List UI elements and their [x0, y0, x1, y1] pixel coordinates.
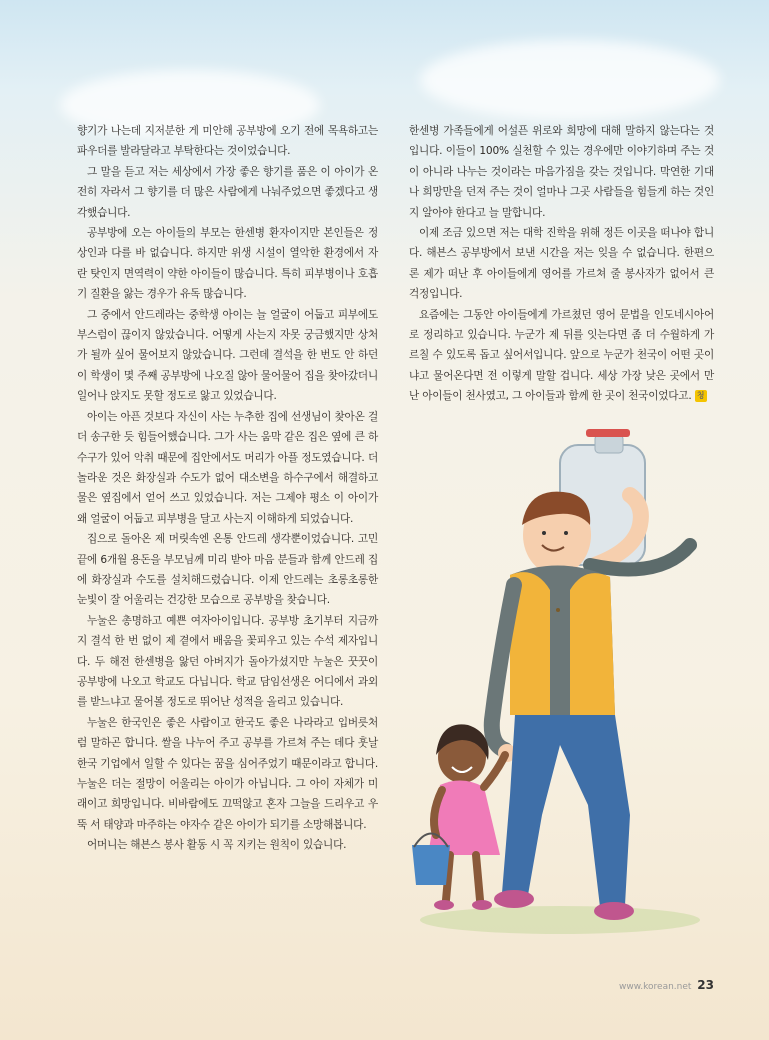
- paragraph: 누눌은 한국인은 좋은 사람이고 한국도 좋은 나라라고 입버릇처럼 말하곤 합니다. 쌀을 나누어 주고 공부를 가르쳐 주는 데다 훗날 한국 기업에서 일할 수 있다는 꿈을 심어주었기 때문이라고 합니다. 누눌은 더는 절망이 어울리는 아이가 아닙니다. 그 아이 자체가 미래이고 희망입니다. 비바람에도 끄떡않고 혼자 그늘을 드리우고 우뚝 서 태양과 마주하는 야자수 같은 아이가 되기를 소망해봅니다.: [77, 716, 378, 831]
- paragraph: 공부방에 오는 아이들의 부모는 한센병 환자이지만 본인들은 정상인과 다를 바 없습니다. 하지만 위생 시설이 열악한 환경에서 자란 탓인지 면역력이 약한 아이들이 많습니다. 특히 피부병이나 호흡기 질환을 앓는 경우가 유독 많습니다.: [77, 227, 378, 301]
- paragraph: 집으로 돌아온 제 머릿속엔 온통 안드레 생각뿐이었습니다. 고민 끝에 6개월 용돈을 부모님께 미리 받아 마음 분들과 함께 안드레 집에 화장실과 수도를 설치해드렸습니다. 이제 안드레는 초롱초롱한 눈빛이 잘 어울리는 건강한 모습으로 공부방을 찾습니다.: [77, 533, 378, 607]
- article-column-right: [409, 121, 714, 407]
- paragraph: 아이는 아픈 것보다 자신이 사는 누추한 집에 선생님이 찾아온 걸 더 송구한 듯 힘들어했습니다. 그가 사는 움막 같은 집은 옆에 큰 하수구가 있어 악취 때문에 집안에서도 머리가 아플 정도였습니다. 더 놀라운 것은 화장실과 수도가 없어 대소변을 하수구에서 해결하고 물은 옆집에서 얻어 쓰고 있었습니다. 저는 그제야 평소 이 아이가 왜 얼굴이 어둡고 피부병을 달고 사는지 이해하게 되었습니다.: [77, 410, 378, 525]
- illustration-man-and-girl: [410, 415, 710, 955]
- page-footer: [619, 978, 714, 992]
- footer-site[interactable]: www.korean.net: [619, 982, 692, 992]
- paragraph: 한센병 가족들에게 어설픈 위로와 희망에 대해 말하지 않는다는 것입니다. 이들이 100% 실천할 수 있는 경우에만 이야기하며 주는 것이 아니라 나누는 것이라는 마음가짐을 갖는 것입니다. 막연한 기대나 희망만을 던져 주는 것이 얼마나 그곳 사람들을 힘들게 하는 것인지 알아야 한다고 늘 말합니다.: [409, 125, 714, 219]
- end-mark-icon: 청: [695, 390, 707, 402]
- paragraph: 향기가 나는데 지저분한 게 미안해 공부방에 오기 전에 목욕하고는 파우더를 발라달라고 부탁한다는 것이었습니다.: [77, 125, 378, 158]
- paragraph: 누눌은 총명하고 예쁜 여자아이입니다. 공부방 초기부터 지금까지 결석 한 번 없이 제 곁에서 배움을 꽃피우고 있는 수석 제자입니다. 두 해전 한센병을 앓던 아버지가 돌아가셨지만 누눌은 꿋꿋이 공부방에 나오고 학교도 다닙니다. 학교 담임선생은 어디에서 과외를 받느냐고 물어볼 정도로 뛰어난 성적을 올리고 있습니다.: [77, 614, 378, 709]
- paragraph: 이제 조금 있으면 저는 대학 진학을 위해 정든 이곳을 떠나야 합니다. 해븐스 공부방에서 보낸 시간을 저는 잊을 수 없습니다. 한편으론 제가 떠난 후 아이들에게 영어를 가르쳐 줄 봉사자가 없어서 큰 걱정입니다.: [409, 227, 714, 301]
- page-number: 23: [697, 978, 714, 992]
- paragraph-text: 요즘에는 그동안 아이들에게 가르쳤던 영어 문법을 인도네시아어로 정리하고 있습니다. 누군가 제 뒤를 잇는다면 좀 더 수월하게 가르칠 수 있도록 돕고 싶어서입니다. 앞으로 누군가 천국이 어떤 곳이냐고 물어온다면 전 이렇게 말할 겁니다. 세상 가장 낮은 곳에서 만난 아이들이 천사였고, 그 아이들과 함께 한 곳이 천국이었다고.: [409, 308, 714, 403]
- article-column-left: [77, 121, 378, 856]
- paragraph: 그 말을 듣고 저는 세상에서 가장 좋은 향기를 품은 이 아이가 온전히 자라서 그 향기를 더 많은 사람에게 나눠주었으면 좋겠다고 생각했습니다.: [77, 165, 378, 219]
- paragraph: [409, 305, 714, 407]
- paragraph: 그 중에서 안드레라는 중학생 아이는 늘 얼굴이 어둡고 피부에도 부스럼이 끊이지 않았습니다. 어떻게 사는지 자못 궁금했지만 상처가 될까 싶어 물어보지 않았습니다. 그런데 결석을 한 번도 안 하던 이 학생이 몇 주째 공부방에 나오질 않아 물어물어 집을 찾아갔더니 일어나 앉지도 못할 정도로 앓고 있었습니다.: [77, 308, 378, 403]
- paragraph: 어머니는 해븐스 봉사 활동 시 꼭 지키는 원칙이 있습니다.: [87, 839, 347, 852]
